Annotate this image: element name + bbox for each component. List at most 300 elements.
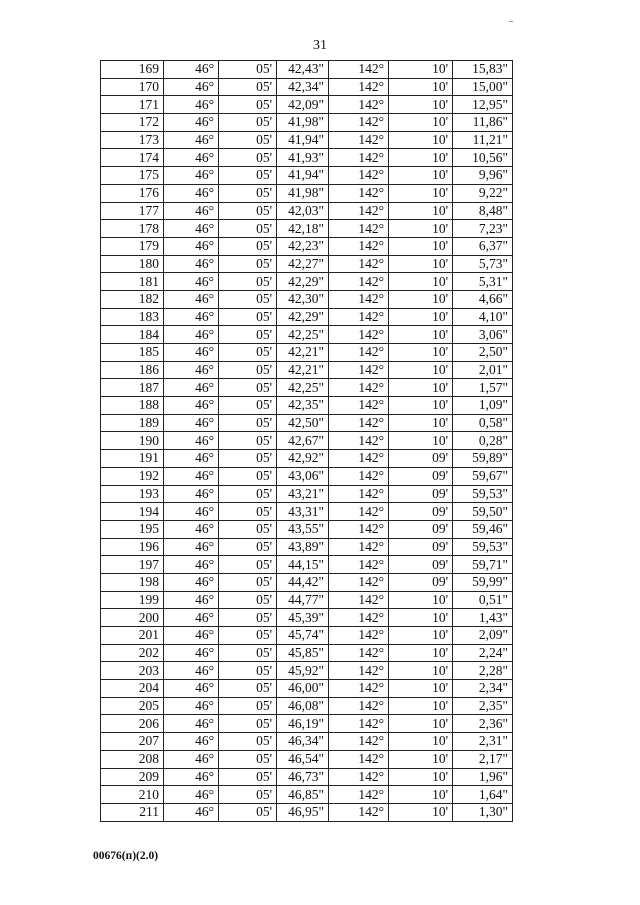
longitude-minutes-cell: 10' [389, 662, 453, 680]
latitude-degrees-cell: 46° [164, 131, 219, 149]
latitude-seconds-cell: 41,94" [277, 167, 329, 185]
longitude-seconds-cell: 59,46" [453, 520, 513, 538]
point-number-cell: 187 [101, 379, 164, 397]
longitude-degrees-cell: 142° [329, 450, 389, 468]
table-row [101, 308, 513, 326]
point-number-cell: 194 [101, 503, 164, 521]
longitude-degrees-cell: 142° [329, 361, 389, 379]
longitude-degrees-cell: 142° [329, 414, 389, 432]
latitude-minutes-cell: 05' [219, 308, 277, 326]
latitude-seconds-cell: 42,50" [277, 414, 329, 432]
longitude-minutes-cell: 10' [389, 768, 453, 786]
table-row [101, 680, 513, 698]
latitude-degrees-cell: 46° [164, 167, 219, 185]
point-number-cell: 186 [101, 361, 164, 379]
longitude-degrees-cell: 142° [329, 485, 389, 503]
longitude-minutes-cell: 10' [389, 78, 453, 96]
longitude-minutes-cell: 10' [389, 644, 453, 662]
latitude-minutes-cell: 05' [219, 733, 277, 751]
latitude-seconds-cell: 46,73" [277, 768, 329, 786]
point-number-cell: 177 [101, 202, 164, 220]
point-number-cell: 189 [101, 414, 164, 432]
latitude-degrees-cell: 46° [164, 326, 219, 344]
latitude-minutes-cell: 05' [219, 414, 277, 432]
longitude-degrees-cell: 142° [329, 644, 389, 662]
point-number-cell: 192 [101, 467, 164, 485]
coordinates-table-body [101, 61, 513, 822]
point-number-cell: 207 [101, 733, 164, 751]
point-number-cell: 183 [101, 308, 164, 326]
longitude-seconds-cell: 15,00" [453, 78, 513, 96]
longitude-degrees-cell: 142° [329, 573, 389, 591]
latitude-seconds-cell: 42,25" [277, 326, 329, 344]
longitude-degrees-cell: 142° [329, 786, 389, 804]
latitude-seconds-cell: 43,06" [277, 467, 329, 485]
latitude-minutes-cell: 05' [219, 803, 277, 821]
latitude-seconds-cell: 46,54" [277, 750, 329, 768]
table-row [101, 273, 513, 291]
latitude-degrees-cell: 46° [164, 786, 219, 804]
latitude-degrees-cell: 46° [164, 573, 219, 591]
longitude-seconds-cell: 2,01" [453, 361, 513, 379]
latitude-minutes-cell: 05' [219, 255, 277, 273]
longitude-minutes-cell: 10' [389, 591, 453, 609]
latitude-minutes-cell: 05' [219, 768, 277, 786]
longitude-minutes-cell: 10' [389, 609, 453, 627]
table-row [101, 114, 513, 132]
longitude-seconds-cell: 59,99" [453, 573, 513, 591]
longitude-degrees-cell: 142° [329, 114, 389, 132]
longitude-degrees-cell: 142° [329, 715, 389, 733]
longitude-degrees-cell: 142° [329, 344, 389, 362]
latitude-degrees-cell: 46° [164, 609, 219, 627]
point-number-cell: 169 [101, 61, 164, 79]
point-number-cell: 190 [101, 432, 164, 450]
longitude-seconds-cell: 9,96" [453, 167, 513, 185]
longitude-degrees-cell: 142° [329, 768, 389, 786]
longitude-degrees-cell: 142° [329, 733, 389, 751]
longitude-seconds-cell: 11,21" [453, 131, 513, 149]
latitude-minutes-cell: 05' [219, 167, 277, 185]
latitude-minutes-cell: 05' [219, 573, 277, 591]
longitude-degrees-cell: 142° [329, 290, 389, 308]
latitude-seconds-cell: 45,92" [277, 662, 329, 680]
longitude-seconds-cell: 4,66" [453, 290, 513, 308]
longitude-degrees-cell: 142° [329, 78, 389, 96]
latitude-minutes-cell: 05' [219, 96, 277, 114]
longitude-seconds-cell: 2,36" [453, 715, 513, 733]
latitude-degrees-cell: 46° [164, 644, 219, 662]
latitude-minutes-cell: 05' [219, 662, 277, 680]
latitude-degrees-cell: 46° [164, 556, 219, 574]
point-number-cell: 173 [101, 131, 164, 149]
longitude-seconds-cell: 1,57" [453, 379, 513, 397]
longitude-seconds-cell: 3,06" [453, 326, 513, 344]
latitude-degrees-cell: 46° [164, 414, 219, 432]
point-number-cell: 181 [101, 273, 164, 291]
latitude-degrees-cell: 46° [164, 61, 219, 79]
table-row [101, 538, 513, 556]
latitude-seconds-cell: 42,29" [277, 273, 329, 291]
longitude-degrees-cell: 142° [329, 467, 389, 485]
longitude-degrees-cell: 142° [329, 503, 389, 521]
point-number-cell: 178 [101, 220, 164, 238]
longitude-degrees-cell: 142° [329, 591, 389, 609]
longitude-degrees-cell: 142° [329, 61, 389, 79]
point-number-cell: 197 [101, 556, 164, 574]
point-number-cell: 208 [101, 750, 164, 768]
latitude-minutes-cell: 05' [219, 485, 277, 503]
longitude-degrees-cell: 142° [329, 255, 389, 273]
latitude-degrees-cell: 46° [164, 503, 219, 521]
latitude-degrees-cell: 46° [164, 768, 219, 786]
longitude-seconds-cell: 0,28" [453, 432, 513, 450]
longitude-minutes-cell: 09' [389, 556, 453, 574]
latitude-minutes-cell: 05' [219, 361, 277, 379]
longitude-degrees-cell: 142° [329, 184, 389, 202]
longitude-degrees-cell: 142° [329, 379, 389, 397]
latitude-minutes-cell: 05' [219, 290, 277, 308]
longitude-degrees-cell: 142° [329, 680, 389, 698]
latitude-seconds-cell: 42,18" [277, 220, 329, 238]
latitude-degrees-cell: 46° [164, 467, 219, 485]
longitude-seconds-cell: 1,64" [453, 786, 513, 804]
longitude-degrees-cell: 142° [329, 167, 389, 185]
latitude-degrees-cell: 46° [164, 255, 219, 273]
latitude-degrees-cell: 46° [164, 627, 219, 645]
latitude-seconds-cell: 42,23" [277, 237, 329, 255]
latitude-minutes-cell: 05' [219, 379, 277, 397]
latitude-seconds-cell: 45,74" [277, 627, 329, 645]
latitude-degrees-cell: 46° [164, 96, 219, 114]
longitude-degrees-cell: 142° [329, 326, 389, 344]
table-row [101, 237, 513, 255]
table-row [101, 697, 513, 715]
longitude-minutes-cell: 10' [389, 290, 453, 308]
table-row [101, 61, 513, 79]
longitude-seconds-cell: 59,71" [453, 556, 513, 574]
longitude-seconds-cell: 59,53" [453, 538, 513, 556]
longitude-degrees-cell: 142° [329, 697, 389, 715]
latitude-seconds-cell: 42,29" [277, 308, 329, 326]
latitude-minutes-cell: 05' [219, 237, 277, 255]
table-row [101, 432, 513, 450]
latitude-minutes-cell: 05' [219, 220, 277, 238]
longitude-minutes-cell: 10' [389, 803, 453, 821]
latitude-minutes-cell: 05' [219, 503, 277, 521]
latitude-seconds-cell: 46,95" [277, 803, 329, 821]
latitude-seconds-cell: 42,30" [277, 290, 329, 308]
latitude-degrees-cell: 46° [164, 680, 219, 698]
longitude-minutes-cell: 10' [389, 149, 453, 167]
table-row [101, 255, 513, 273]
latitude-degrees-cell: 46° [164, 733, 219, 751]
table-row [101, 202, 513, 220]
longitude-seconds-cell: 4,10" [453, 308, 513, 326]
longitude-minutes-cell: 10' [389, 326, 453, 344]
longitude-seconds-cell: 6,37" [453, 237, 513, 255]
longitude-minutes-cell: 10' [389, 131, 453, 149]
point-number-cell: 171 [101, 96, 164, 114]
longitude-seconds-cell: 2,35" [453, 697, 513, 715]
longitude-minutes-cell: 10' [389, 361, 453, 379]
latitude-minutes-cell: 05' [219, 273, 277, 291]
longitude-minutes-cell: 10' [389, 167, 453, 185]
longitude-degrees-cell: 142° [329, 149, 389, 167]
longitude-seconds-cell: 2,09" [453, 627, 513, 645]
table-row [101, 414, 513, 432]
latitude-seconds-cell: 42,09" [277, 96, 329, 114]
latitude-degrees-cell: 46° [164, 520, 219, 538]
point-number-cell: 170 [101, 78, 164, 96]
table-row [101, 662, 513, 680]
point-number-cell: 200 [101, 609, 164, 627]
latitude-degrees-cell: 46° [164, 290, 219, 308]
latitude-seconds-cell: 45,39" [277, 609, 329, 627]
latitude-seconds-cell: 45,85" [277, 644, 329, 662]
table-row [101, 503, 513, 521]
table-row [101, 485, 513, 503]
latitude-seconds-cell: 41,98" [277, 184, 329, 202]
longitude-seconds-cell: 2,28" [453, 662, 513, 680]
longitude-seconds-cell: 2,34" [453, 680, 513, 698]
longitude-degrees-cell: 142° [329, 220, 389, 238]
longitude-degrees-cell: 142° [329, 750, 389, 768]
point-number-cell: 176 [101, 184, 164, 202]
latitude-degrees-cell: 46° [164, 450, 219, 468]
latitude-degrees-cell: 46° [164, 202, 219, 220]
longitude-minutes-cell: 10' [389, 344, 453, 362]
latitude-seconds-cell: 44,42" [277, 573, 329, 591]
latitude-seconds-cell: 44,77" [277, 591, 329, 609]
longitude-minutes-cell: 09' [389, 450, 453, 468]
table-row [101, 149, 513, 167]
latitude-degrees-cell: 46° [164, 344, 219, 362]
latitude-seconds-cell: 44,15" [277, 556, 329, 574]
longitude-minutes-cell: 10' [389, 680, 453, 698]
point-number-cell: 211 [101, 803, 164, 821]
longitude-minutes-cell: 10' [389, 786, 453, 804]
longitude-minutes-cell: 10' [389, 397, 453, 415]
latitude-seconds-cell: 43,31" [277, 503, 329, 521]
scan-mark [509, 21, 513, 22]
point-number-cell: 188 [101, 397, 164, 415]
longitude-seconds-cell: 0,58" [453, 414, 513, 432]
table-row [101, 573, 513, 591]
point-number-cell: 184 [101, 326, 164, 344]
latitude-seconds-cell: 43,21" [277, 485, 329, 503]
point-number-cell: 193 [101, 485, 164, 503]
longitude-seconds-cell: 2,24" [453, 644, 513, 662]
longitude-degrees-cell: 142° [329, 308, 389, 326]
longitude-degrees-cell: 142° [329, 662, 389, 680]
longitude-minutes-cell: 09' [389, 467, 453, 485]
longitude-seconds-cell: 5,73" [453, 255, 513, 273]
latitude-degrees-cell: 46° [164, 184, 219, 202]
latitude-minutes-cell: 05' [219, 432, 277, 450]
table-row [101, 467, 513, 485]
latitude-minutes-cell: 05' [219, 556, 277, 574]
longitude-minutes-cell: 10' [389, 202, 453, 220]
latitude-degrees-cell: 46° [164, 750, 219, 768]
longitude-minutes-cell: 10' [389, 114, 453, 132]
longitude-seconds-cell: 12,95" [453, 96, 513, 114]
latitude-degrees-cell: 46° [164, 361, 219, 379]
latitude-minutes-cell: 05' [219, 750, 277, 768]
latitude-minutes-cell: 05' [219, 397, 277, 415]
latitude-seconds-cell: 43,89" [277, 538, 329, 556]
latitude-minutes-cell: 05' [219, 538, 277, 556]
point-number-cell: 195 [101, 520, 164, 538]
longitude-seconds-cell: 1,96" [453, 768, 513, 786]
table-row [101, 591, 513, 609]
longitude-seconds-cell: 9,22" [453, 184, 513, 202]
latitude-minutes-cell: 05' [219, 450, 277, 468]
latitude-degrees-cell: 46° [164, 715, 219, 733]
table-row [101, 556, 513, 574]
table-row [101, 786, 513, 804]
longitude-minutes-cell: 10' [389, 627, 453, 645]
point-number-cell: 180 [101, 255, 164, 273]
latitude-seconds-cell: 46,08" [277, 697, 329, 715]
point-number-cell: 196 [101, 538, 164, 556]
longitude-degrees-cell: 142° [329, 397, 389, 415]
longitude-degrees-cell: 142° [329, 237, 389, 255]
table-row [101, 627, 513, 645]
document-code: 00676(п)(2.0) [93, 850, 159, 862]
longitude-minutes-cell: 10' [389, 733, 453, 751]
latitude-degrees-cell: 46° [164, 273, 219, 291]
latitude-minutes-cell: 05' [219, 467, 277, 485]
longitude-degrees-cell: 142° [329, 432, 389, 450]
table-row [101, 220, 513, 238]
longitude-seconds-cell: 1,30" [453, 803, 513, 821]
latitude-minutes-cell: 05' [219, 149, 277, 167]
point-number-cell: 191 [101, 450, 164, 468]
longitude-seconds-cell: 8,48" [453, 202, 513, 220]
latitude-minutes-cell: 05' [219, 114, 277, 132]
latitude-degrees-cell: 46° [164, 662, 219, 680]
latitude-seconds-cell: 42,67" [277, 432, 329, 450]
table-row [101, 803, 513, 821]
latitude-seconds-cell: 42,27" [277, 255, 329, 273]
point-number-cell: 204 [101, 680, 164, 698]
longitude-minutes-cell: 09' [389, 503, 453, 521]
latitude-degrees-cell: 46° [164, 149, 219, 167]
point-number-cell: 172 [101, 114, 164, 132]
longitude-minutes-cell: 10' [389, 308, 453, 326]
table-row [101, 96, 513, 114]
longitude-degrees-cell: 142° [329, 609, 389, 627]
longitude-minutes-cell: 10' [389, 255, 453, 273]
table-row [101, 644, 513, 662]
table-row [101, 379, 513, 397]
longitude-seconds-cell: 59,67" [453, 467, 513, 485]
longitude-degrees-cell: 142° [329, 627, 389, 645]
longitude-minutes-cell: 10' [389, 96, 453, 114]
longitude-seconds-cell: 2,31" [453, 733, 513, 751]
latitude-minutes-cell: 05' [219, 326, 277, 344]
table-row [101, 520, 513, 538]
longitude-minutes-cell: 10' [389, 273, 453, 291]
longitude-seconds-cell: 5,31" [453, 273, 513, 291]
latitude-minutes-cell: 05' [219, 715, 277, 733]
longitude-degrees-cell: 142° [329, 556, 389, 574]
latitude-degrees-cell: 46° [164, 591, 219, 609]
longitude-seconds-cell: 59,50" [453, 503, 513, 521]
longitude-seconds-cell: 7,23" [453, 220, 513, 238]
longitude-seconds-cell: 1,43" [453, 609, 513, 627]
longitude-minutes-cell: 10' [389, 184, 453, 202]
point-number-cell: 199 [101, 591, 164, 609]
longitude-minutes-cell: 10' [389, 414, 453, 432]
table-row [101, 326, 513, 344]
latitude-degrees-cell: 46° [164, 397, 219, 415]
longitude-degrees-cell: 142° [329, 803, 389, 821]
latitude-seconds-cell: 42,03" [277, 202, 329, 220]
point-number-cell: 179 [101, 237, 164, 255]
longitude-minutes-cell: 10' [389, 237, 453, 255]
latitude-degrees-cell: 46° [164, 485, 219, 503]
latitude-minutes-cell: 05' [219, 344, 277, 362]
latitude-degrees-cell: 46° [164, 308, 219, 326]
latitude-seconds-cell: 41,93" [277, 149, 329, 167]
latitude-degrees-cell: 46° [164, 803, 219, 821]
latitude-seconds-cell: 42,25" [277, 379, 329, 397]
latitude-degrees-cell: 46° [164, 237, 219, 255]
latitude-minutes-cell: 05' [219, 680, 277, 698]
point-number-cell: 174 [101, 149, 164, 167]
latitude-minutes-cell: 05' [219, 609, 277, 627]
point-number-cell: 210 [101, 786, 164, 804]
point-number-cell: 201 [101, 627, 164, 645]
latitude-seconds-cell: 42,21" [277, 361, 329, 379]
table-row [101, 750, 513, 768]
longitude-minutes-cell: 10' [389, 750, 453, 768]
longitude-minutes-cell: 10' [389, 432, 453, 450]
point-number-cell: 185 [101, 344, 164, 362]
table-row [101, 167, 513, 185]
table-row [101, 397, 513, 415]
latitude-minutes-cell: 05' [219, 591, 277, 609]
latitude-degrees-cell: 46° [164, 379, 219, 397]
latitude-seconds-cell: 42,35" [277, 397, 329, 415]
longitude-seconds-cell: 59,89" [453, 450, 513, 468]
longitude-degrees-cell: 142° [329, 538, 389, 556]
table-row [101, 78, 513, 96]
longitude-degrees-cell: 142° [329, 273, 389, 291]
longitude-minutes-cell: 09' [389, 573, 453, 591]
latitude-seconds-cell: 46,85" [277, 786, 329, 804]
latitude-seconds-cell: 41,94" [277, 131, 329, 149]
point-number-cell: 198 [101, 573, 164, 591]
table-row [101, 184, 513, 202]
latitude-minutes-cell: 05' [219, 786, 277, 804]
table-row [101, 733, 513, 751]
longitude-seconds-cell: 11,86" [453, 114, 513, 132]
point-number-cell: 203 [101, 662, 164, 680]
table-row [101, 715, 513, 733]
latitude-minutes-cell: 05' [219, 131, 277, 149]
latitude-seconds-cell: 42,43" [277, 61, 329, 79]
longitude-minutes-cell: 10' [389, 61, 453, 79]
point-number-cell: 205 [101, 697, 164, 715]
latitude-seconds-cell: 42,92" [277, 450, 329, 468]
latitude-seconds-cell: 46,19" [277, 715, 329, 733]
table-row [101, 361, 513, 379]
latitude-seconds-cell: 42,34" [277, 78, 329, 96]
longitude-seconds-cell: 10,56" [453, 149, 513, 167]
